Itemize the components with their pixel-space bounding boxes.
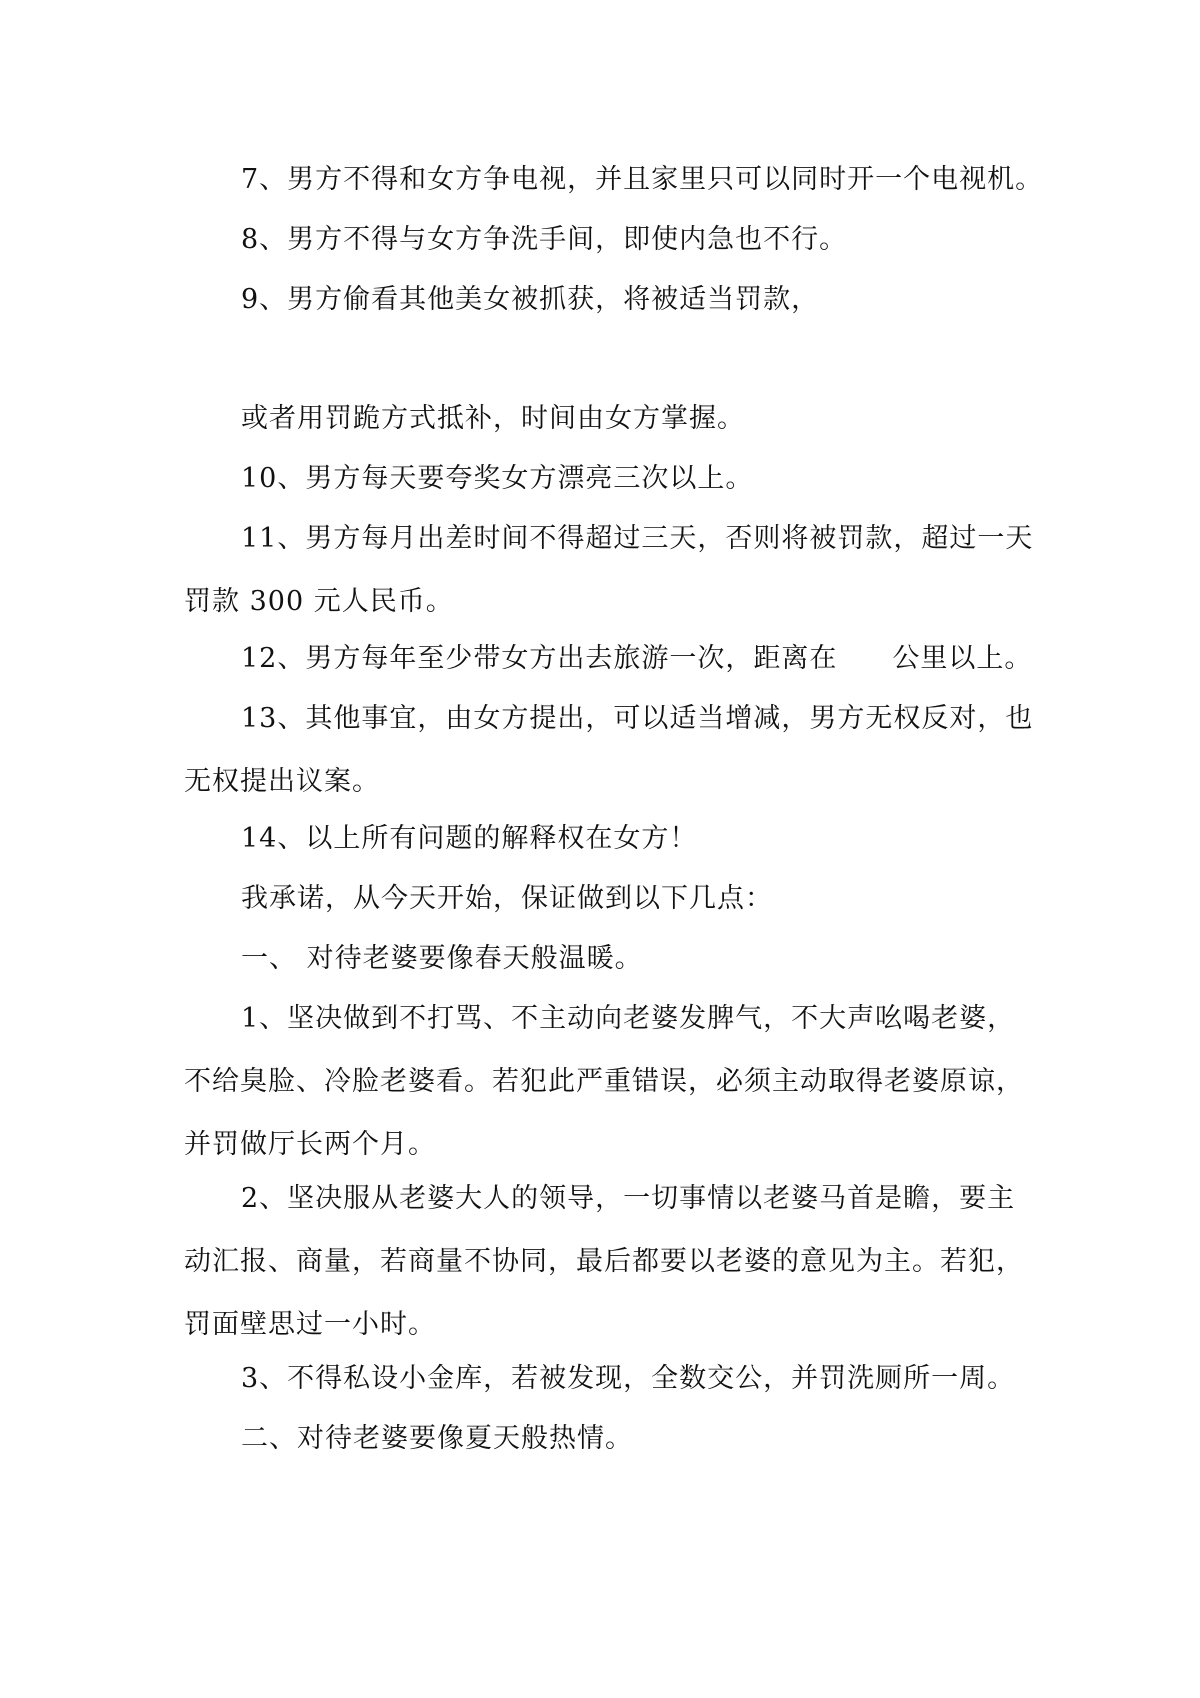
text-line: 1、坚决做到不打骂、不主动向老婆发脾气，不大声吆喝老婆， xyxy=(241,1003,1016,1034)
paragraph-pledge-2 xyxy=(184,1167,1024,1356)
text-line: 或者用罚跪方式抵补，时间由女方掌握。 xyxy=(241,403,745,434)
text-line: 动汇报、商量，若商量不协同，最后都要以老婆的意见为主。若犯， xyxy=(184,1246,1024,1277)
text-line xyxy=(184,627,1033,690)
section-heading-spring xyxy=(184,927,1024,990)
text-line: 罚面壁思过一小时。 xyxy=(184,1309,436,1340)
text-line: 2、坚决服从老婆大人的领导，一切事情以老婆马首是瞻，要主 xyxy=(241,1183,1016,1214)
text-line: 14、以上所有问题的解释权在女方！ xyxy=(241,823,698,854)
text-line: 3、不得私设小金库，若被发现，全数交公，并罚洗厕所一周。 xyxy=(241,1363,1016,1394)
text-line: 13、其他事宜，由女方提出，可以适当增减，男方无权反对，也 xyxy=(241,703,1034,734)
paragraph-rule-11 xyxy=(184,507,1034,633)
paragraph-pledge-3 xyxy=(184,1347,1024,1410)
paragraph-rule-8 xyxy=(184,208,1024,271)
text-line: 一、 对待老婆要像春天般温暖。 xyxy=(241,943,643,974)
paragraph-rule-9 xyxy=(184,268,1024,331)
paragraph-rule-12 xyxy=(184,627,1033,690)
text-segment: 公里以上。 xyxy=(892,643,1033,674)
paragraph-rule-9-continued xyxy=(184,387,1024,450)
text-line: 罚款 300 元人民币。 xyxy=(184,586,454,617)
paragraph-rule-7 xyxy=(184,148,1044,211)
text-line: 7、男方不得和女方争电视，并且家里只可以同时开一个电视机。 xyxy=(241,164,1044,195)
text-line: 11、男方每月出差时间不得超过三天，否则将被罚款，超过一天 xyxy=(241,523,1034,554)
text-line: 10、男方每天要夸奖女方漂亮三次以上。 xyxy=(241,463,754,494)
text-line: 并罚做厅长两个月。 xyxy=(184,1129,436,1160)
text-line: 二、对待老婆要像夏天般热情。 xyxy=(241,1423,633,1454)
text-line: 我承诺，从今天开始，保证做到以下几点： xyxy=(241,883,773,914)
paragraph-rule-10 xyxy=(184,447,1024,510)
paragraph-rule-14 xyxy=(184,807,1024,870)
text-line: 不给臭脸、冷脸老婆看。若犯此严重错误，必须主动取得老婆原谅， xyxy=(184,1066,1024,1097)
text-line: 9、男方偷看其他美女被抓获，将被适当罚款， xyxy=(241,284,820,315)
paragraph-pledge-1 xyxy=(184,987,1024,1176)
section-heading-summer xyxy=(184,1407,1024,1470)
paragraph-pledge-intro xyxy=(184,867,1024,930)
text-line: 8、男方不得与女方争洗手间，即使内急也不行。 xyxy=(241,224,848,255)
text-segment: 12、男方每年至少带女方出去旅游一次，距离在 xyxy=(241,643,838,674)
paragraph-rule-13 xyxy=(184,687,1034,813)
text-line: 无权提出议案。 xyxy=(184,766,380,797)
